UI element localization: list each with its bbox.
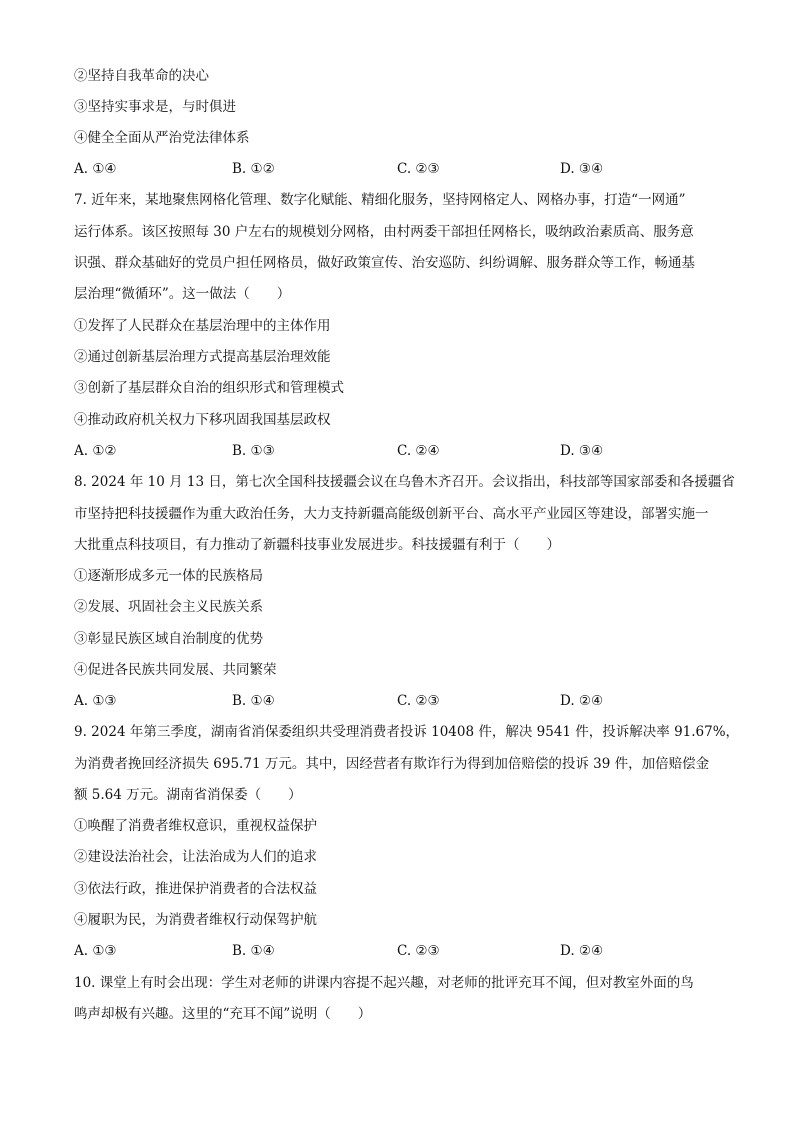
q9-option-b[interactable]: B. ①④	[232, 943, 275, 959]
q6-option-b[interactable]: B. ①②	[232, 161, 275, 177]
q7-item-3: ③创新了基层群众自治的组织形式和管理模式	[74, 380, 344, 396]
q8-stem-line-1: 8. 2024 年 10 月 13 日，第七次全国科技援疆会议在乌鲁木齐召开。会议指出，科技部等国家部委和各援疆省	[74, 474, 735, 490]
q9-option-a[interactable]: A. ①③	[74, 943, 117, 959]
q8-option-b[interactable]: B. ①④	[232, 693, 275, 709]
q8-item-3: ③彰显民族区域自治制度的优势	[74, 631, 263, 647]
q8-item-1: ①逐渐形成多元一体的民族格局	[74, 568, 263, 584]
q9-stem-line-1: 9. 2024 年第三季度，湖南省消保委组织共受理消费者投诉 10408 件，解决 9541 件，投诉解决率 91.67%，	[74, 724, 740, 740]
q9-stem-line-3: 额 5.64 万元。湖南省消保委（ ）	[74, 787, 302, 803]
q6-item-2: ②坚持自我革命的决心	[74, 68, 209, 84]
q7-stem-line-3: 识强、群众基础好的党员户担任网格员，做好政策宣传、治安巡防、纠纷调解、服务群众等工作，畅通基	[74, 255, 695, 271]
q9-item-1: ①唤醒了消费者维权意识，重视权益保护	[74, 818, 317, 834]
q7-item-2: ②通过创新基层治理方式提高基层治理效能	[74, 349, 331, 365]
q7-option-d[interactable]: D. ③④	[560, 443, 604, 459]
q7-item-4: ④推动政府机关权力下移巩固我国基层政权	[74, 412, 331, 428]
q8-stem-line-3: 大批重点科技项目，有力推动了新疆科技事业发展进步。科技援疆有利于（ ）	[74, 537, 560, 553]
q6-option-c[interactable]: C. ②③	[397, 161, 440, 177]
q7-options	[74, 442, 724, 460]
q7-option-a[interactable]: A. ①②	[74, 443, 117, 459]
q9-item-4: ④履职为民，为消费者维权行动保驾护航	[74, 912, 317, 928]
q8-options	[74, 692, 724, 710]
q9-option-c[interactable]: C. ②③	[397, 943, 440, 959]
q8-item-4: ④促进各民族共同发展、共同繁荣	[74, 662, 277, 678]
q9-option-d[interactable]: D. ②④	[560, 943, 604, 959]
q6-item-3: ③坚持实事求是，与时俱进	[74, 99, 236, 115]
q8-option-d[interactable]: D. ②④	[560, 693, 604, 709]
q6-option-a[interactable]: A. ①④	[74, 161, 117, 177]
q8-option-a[interactable]: A. ①③	[74, 693, 117, 709]
q6-options	[74, 160, 724, 178]
q8-item-2: ②发展、巩固社会主义民族关系	[74, 599, 263, 615]
q7-option-c[interactable]: C. ②④	[397, 443, 440, 459]
q6-option-d[interactable]: D. ③④	[560, 161, 604, 177]
q10-stem-line-2: 鸣声却极有兴趣。这里的“充耳不闻”说明（ ）	[74, 1006, 372, 1022]
q9-options	[74, 942, 724, 960]
q10-stem-line-1: 10. 课堂上有时会出现：学生对老师的讲课内容提不起兴趣，对老师的批评充耳不闻，但对教室外面的鸟	[74, 975, 694, 991]
q7-stem-line-2: 运行体系。该区按照每 30 户左右的规模划分网格，由村两委干部担任网格长，吸纳政治素质高、服务意	[74, 224, 694, 240]
q7-stem-line-4: 层治理“微循环”。这一做法（ ）	[74, 286, 291, 302]
q9-stem-line-2: 为消费者挽回经济损失 695.71 万元。其中，因经营者有欺诈行为得到加倍赔偿的投诉 39 件，加倍赔偿金	[74, 756, 710, 772]
q7-item-1: ①发挥了人民群众在基层治理中的主体作用	[74, 318, 331, 334]
q7-option-b[interactable]: B. ①③	[232, 443, 275, 459]
q7-stem-line-1: 7. 近年来，某地聚焦网格化管理、数字化赋能、精细化服务，坚持网格定人、网格办事，打造“一网通”	[74, 192, 686, 208]
q6-item-4: ④健全全面从严治党法律体系	[74, 130, 250, 146]
q8-option-c[interactable]: C. ②③	[397, 693, 440, 709]
q8-stem-line-2: 市坚持把科技援疆作为重大政治任务，大力支持新疆高能级创新平台、高水平产业园区等建设，部署实施一	[74, 506, 709, 522]
q9-item-3: ③依法行政，推进保护消费者的合法权益	[74, 881, 317, 897]
q9-item-2: ②建设法治社会，让法治成为人们的追求	[74, 849, 317, 865]
